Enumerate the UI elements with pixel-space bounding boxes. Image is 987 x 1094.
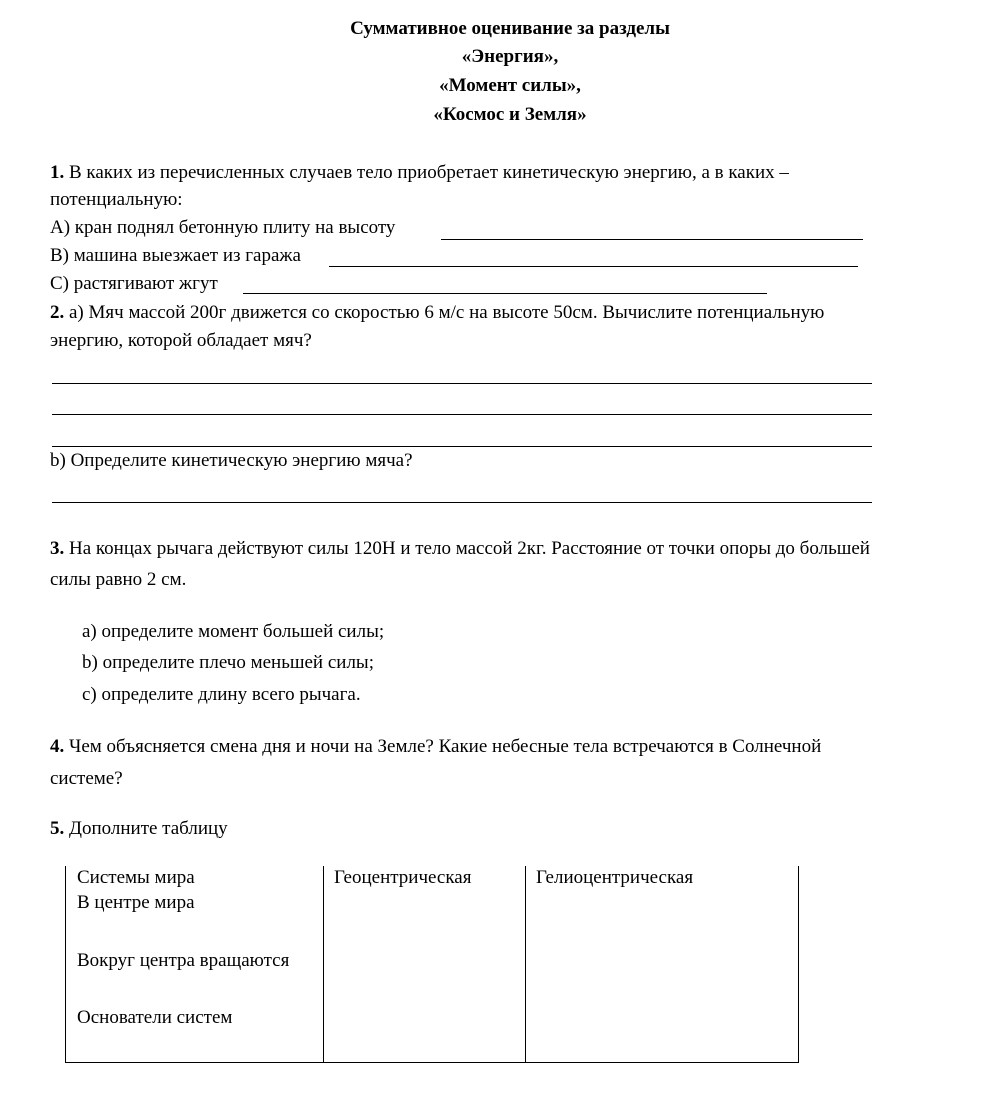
question-3-item-c: c) определите длину всего рычага. xyxy=(82,684,361,705)
table-border-bottom xyxy=(65,1062,799,1063)
question-1-text-cont: потенциальную: xyxy=(50,189,183,210)
title-line-3: «Момент силы», xyxy=(439,75,581,96)
table-border-col2 xyxy=(323,866,324,1062)
table-border-right xyxy=(798,866,799,1062)
question-1-text: В каких из перечисленных случаев тело приобретает кинетическую энергию, а в каких – xyxy=(64,162,789,183)
answer-line-2a-1[interactable] xyxy=(52,383,872,384)
question-3-item-a: a) определите момент большей силы; xyxy=(82,621,385,642)
question-3-item-b: b) определите плечо меньшей силы; xyxy=(82,652,374,673)
table-border-left xyxy=(65,866,66,1062)
answer-line-1c[interactable] xyxy=(243,293,767,294)
answer-line-1b[interactable] xyxy=(329,266,858,267)
table-header-geocentric: Геоцентрическая xyxy=(334,867,472,888)
table-row-founders: Основатели систем xyxy=(77,1007,233,1028)
table-row-orbit: Вокруг центра вращаются xyxy=(77,950,290,971)
table-border-col3 xyxy=(525,866,526,1062)
question-5-text: Дополните таблицу xyxy=(64,818,228,839)
question-5 xyxy=(50,818,228,840)
answer-line-2a-2[interactable] xyxy=(52,414,872,415)
question-4 xyxy=(50,736,821,758)
question-3-text-cont: силы равно 2 см. xyxy=(50,569,187,590)
table-cell-geo-founders[interactable] xyxy=(326,1007,522,1059)
title-line-2: «Энергия», xyxy=(461,46,559,67)
answer-line-2a-3[interactable] xyxy=(52,446,872,447)
question-1-option-a: А) кран поднял бетонную плиту на высоту xyxy=(50,217,396,238)
table-cell-geo-orbit[interactable] xyxy=(326,950,522,1002)
table-cell-helio-orbit[interactable] xyxy=(528,950,796,1002)
table-cell-helio-founders[interactable] xyxy=(528,1007,796,1059)
question-2-number: 2. xyxy=(50,302,65,323)
question-4-text: Чем объясняется смена дня и ночи на Земле? Какие небесные тела встречаются в Солнечной xyxy=(64,736,822,757)
question-2-text: а) Мяч массой 200г движется со скоростью 6 м/с на высоте 50см. Вычислите потенциальную xyxy=(64,302,825,323)
question-3 xyxy=(50,538,870,560)
answer-line-2b[interactable] xyxy=(52,502,872,503)
question-1-option-c: С) растягивают жгут xyxy=(50,273,218,294)
question-2 xyxy=(50,302,824,324)
question-4-text-cont: системе? xyxy=(50,768,123,789)
title-line-1: Суммативное оценивание за разделы xyxy=(350,18,670,39)
question-3-number: 3. xyxy=(50,538,65,559)
question-1-option-b: В) машина выезжает из гаража xyxy=(50,245,301,266)
question-1-number: 1. xyxy=(50,162,65,183)
question-5-number: 5. xyxy=(50,818,65,839)
question-2-text-cont: энергию, которой обладает мяч? xyxy=(50,330,312,351)
question-3-text: На концах рычага действуют силы 120Н и тело массой 2кг. Расстояние от точки опоры до большей xyxy=(64,538,870,559)
table-header-systems: Системы мира xyxy=(77,867,195,888)
question-1 xyxy=(50,162,789,184)
table-cell-geo-center[interactable] xyxy=(326,892,522,944)
question-2-part-b: b) Определите кинетическую энергию мяча? xyxy=(50,450,413,471)
table-cell-helio-center[interactable] xyxy=(528,892,796,944)
answer-line-1a[interactable] xyxy=(441,239,863,240)
title-line-4: «Космос и Земля» xyxy=(433,104,587,125)
question-4-number: 4. xyxy=(50,736,65,757)
table-header-heliocentric: Гелиоцентрическая xyxy=(536,867,694,888)
table-row-center: В центре мира xyxy=(77,892,195,913)
